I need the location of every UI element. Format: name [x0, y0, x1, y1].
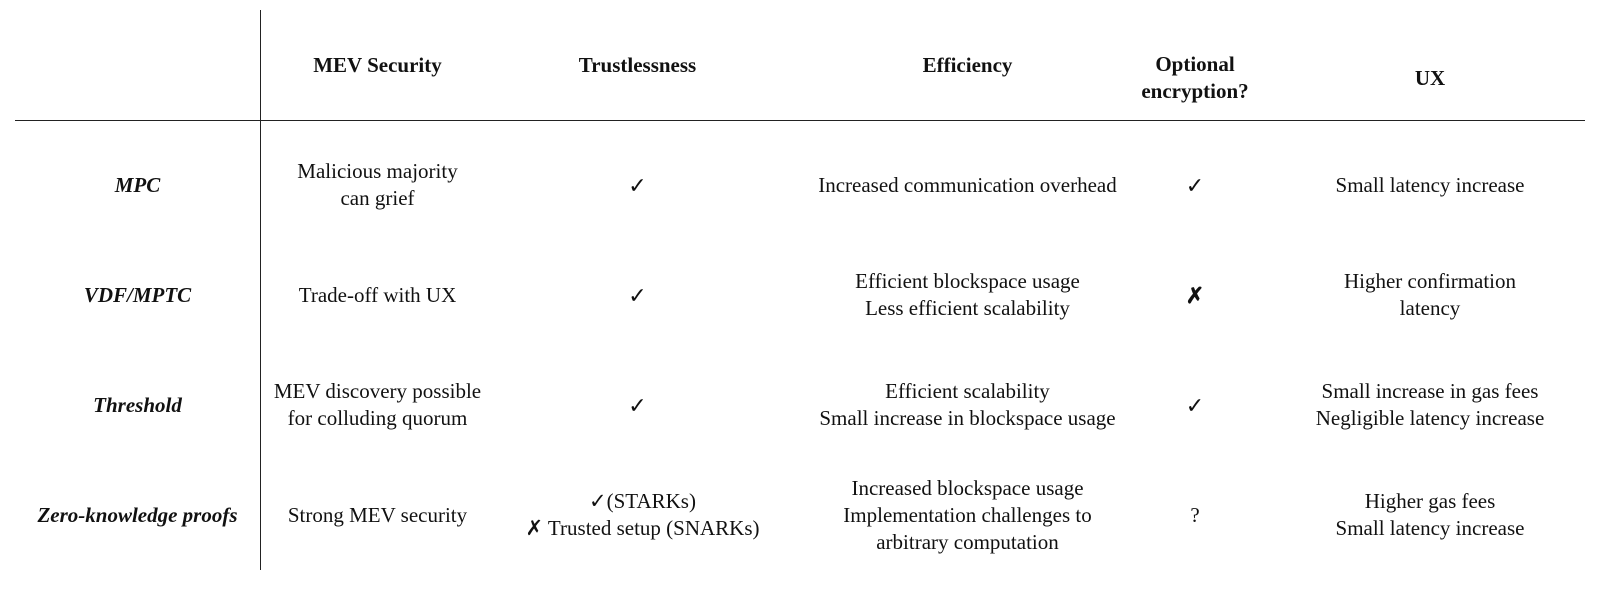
cell-zk-trustlessness: ✓(STARKs) ✗ Trusted setup (SNARKs) — [525, 489, 760, 540]
cell-threshold-optional-encryption: ✓ — [1185, 392, 1205, 418]
cell-vdf-optional-encryption: ✗ — [1185, 282, 1205, 308]
row-label-threshold: Threshold — [93, 392, 182, 417]
cell-mpc-mev-security: Malicious majority can grief — [297, 159, 458, 210]
row-label-divider — [260, 10, 261, 570]
cell-zk-mev-security: Strong MEV security — [287, 502, 468, 527]
cell-threshold-ux: Small increase in gas fees Negligible latency increase — [1315, 379, 1545, 430]
cell-vdf-trustlessness: ✓ — [628, 282, 647, 308]
cell-mpc-optional-encryption: ✓ — [1185, 172, 1205, 198]
cell-zk-efficiency: Increased blockspace usage Implementation challenges to arbitrary computation — [843, 475, 1092, 554]
cell-mpc-efficiency: Increased communication overhead — [818, 172, 1117, 197]
cell-mpc-trustlessness: ✓ — [628, 172, 647, 198]
header-efficiency: Efficiency — [922, 52, 1013, 77]
row-label-mpc: MPC — [114, 172, 161, 197]
comparison-table — [15, 10, 1585, 570]
cell-threshold-trustlessness: ✓ — [628, 392, 647, 418]
cell-zk-ux: Higher gas fees Small latency increase — [1335, 489, 1525, 540]
cell-zk-optional-encryption: ? — [1190, 502, 1200, 527]
header-optional-encryption: Optional encryption? — [1141, 52, 1249, 103]
header-ux: UX — [1414, 65, 1446, 90]
cell-vdf-ux: Higher confirmation latency — [1343, 269, 1517, 320]
cell-mpc-ux: Small latency increase — [1335, 172, 1525, 197]
row-label-vdf-mptc: VDF/MPTC — [83, 282, 192, 307]
header-mev-security: MEV Security — [313, 52, 442, 77]
cell-vdf-mev-security: Trade-off with UX — [298, 282, 457, 307]
header-trustlessness: Trustlessness — [578, 52, 697, 77]
row-label-zero-knowledge-proofs: Zero-knowledge proofs — [37, 502, 238, 527]
cell-threshold-mev-security: MEV discovery possible for colluding quorum — [273, 379, 482, 430]
cell-threshold-efficiency: Efficient scalability Small increase in blockspace usage — [819, 379, 1116, 430]
cell-vdf-efficiency: Efficient blockspace usage Less efficient scalability — [855, 269, 1080, 320]
